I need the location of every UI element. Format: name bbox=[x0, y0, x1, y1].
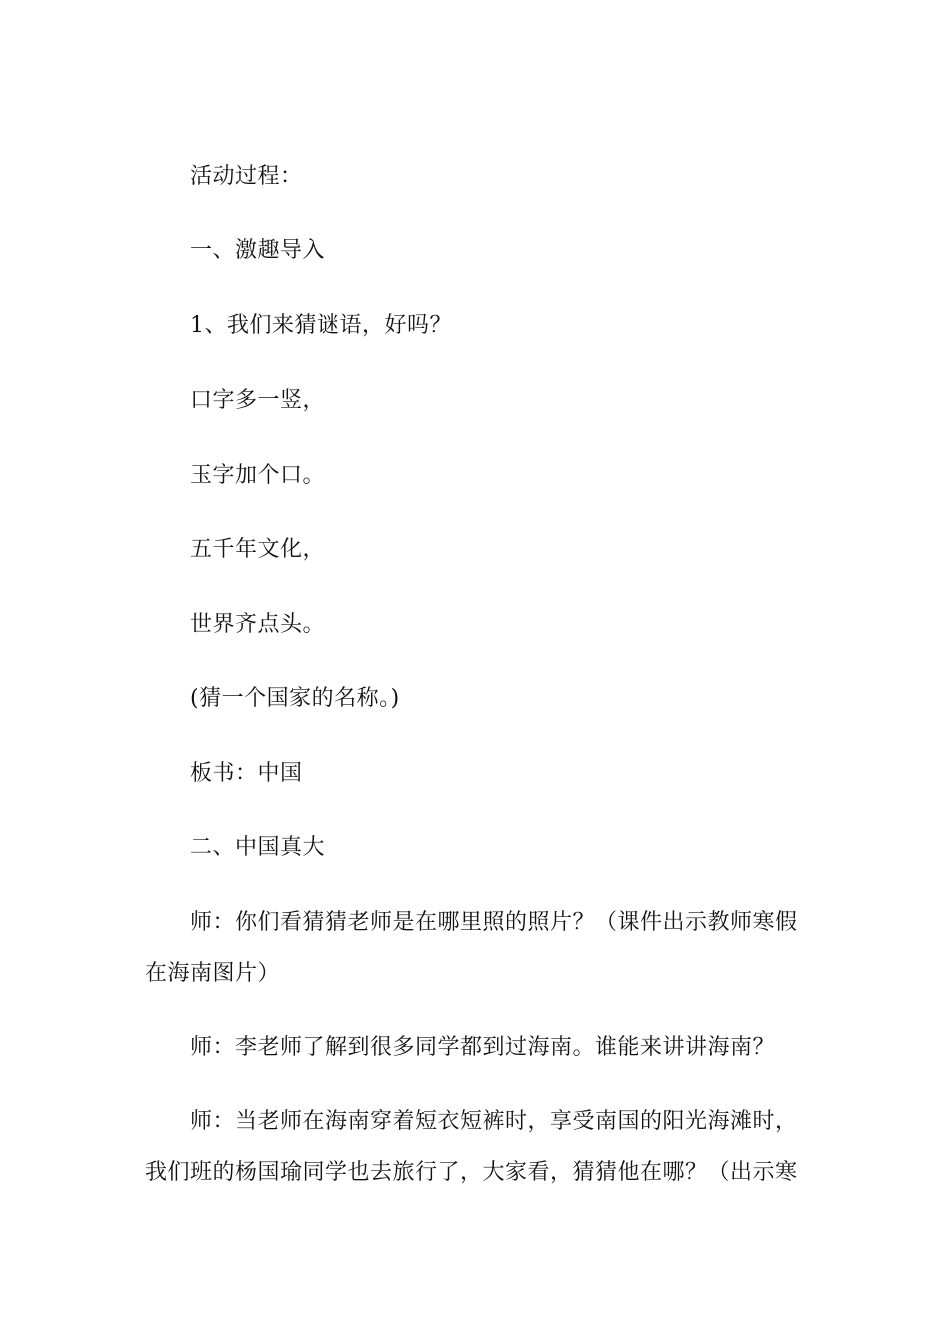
paragraph-teacher-hainan: 师：李老师了解到很多同学都到过海南。谁能来讲讲海南？ bbox=[190, 1035, 776, 1060]
paragraph-teacher-photo: 师：你们看猜猜老师是在哪里照的照片？（课件出示教师寒假在海南图片） bbox=[145, 910, 798, 986]
paragraph-section-one-heading: 一、激趣导入 bbox=[190, 238, 326, 263]
paragraph-teacher-travel: 师：当老师在海南穿着短衣短裤时，享受南国的阳光海滩时，我们班的杨国瑜同学也去旅行了，大家看，猜猜他在哪？（出示寒 bbox=[145, 1109, 798, 1185]
paragraph-riddle-intro: 1、我们来猜谜语，好吗？ bbox=[190, 313, 452, 338]
paragraph-riddle-line-4: 世界齐点头。 bbox=[190, 612, 326, 637]
paragraph-blackboard: 板书：中国 bbox=[190, 761, 303, 786]
paragraph-activity-process: 活动过程： bbox=[190, 164, 303, 189]
paragraph-riddle-line-1: 口字多一竖， bbox=[190, 388, 326, 413]
paragraph-riddle-hint: (猜一个国家的名称。) bbox=[190, 686, 400, 711]
paragraph-riddle-line-2: 玉字加个口。 bbox=[190, 463, 326, 488]
paragraph-section-two-heading: 二、中国真大 bbox=[190, 835, 326, 860]
paragraph-riddle-line-3: 五千年文化， bbox=[190, 537, 326, 562]
